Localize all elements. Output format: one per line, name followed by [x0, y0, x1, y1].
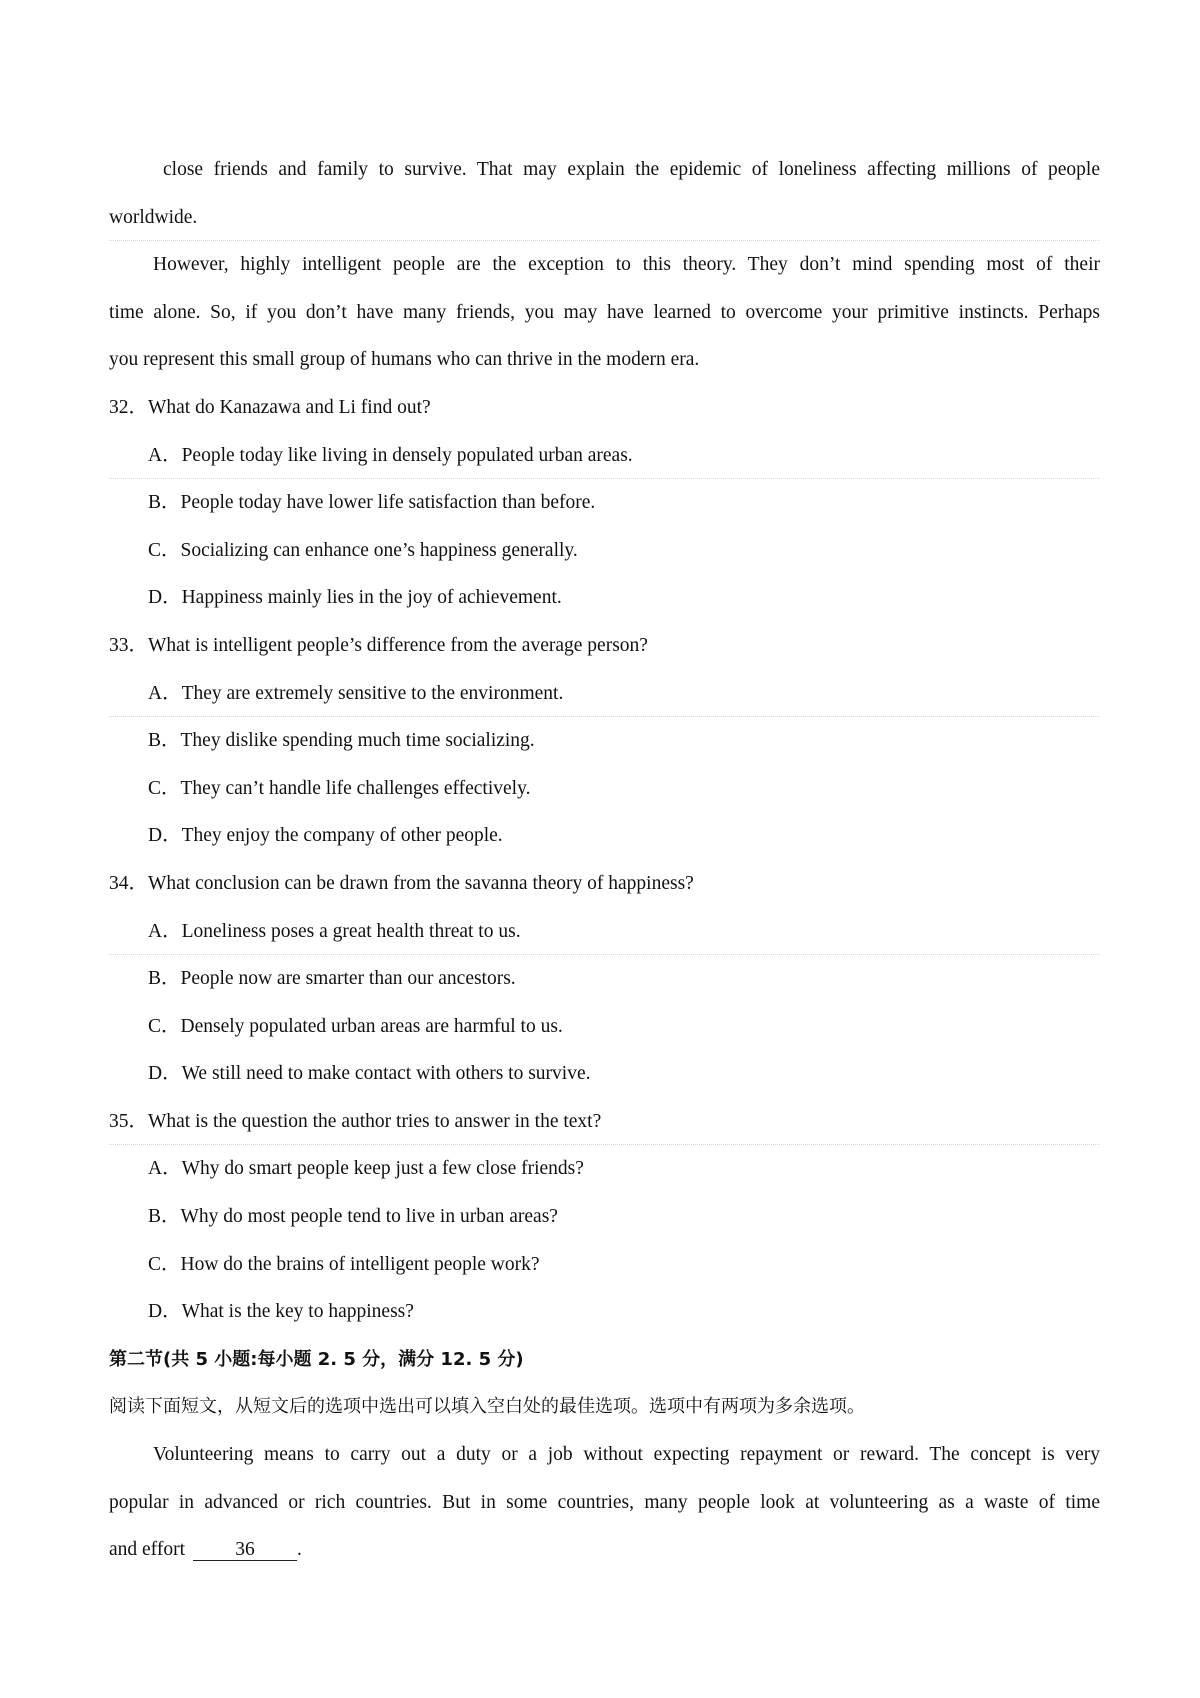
option: C．Socializing can enhance one’s happiness generally.	[148, 539, 578, 561]
paragraph-line: you represent this small group of humans who can thrive in the modern era.	[109, 349, 700, 371]
option: C．Densely populated urban areas are harmful to us.	[148, 1015, 563, 1037]
text: worldwide.	[109, 206, 198, 228]
option: C．They can’t handle life challenges effectively.	[148, 777, 531, 799]
blank-36: 36	[193, 1540, 297, 1561]
option-text: A．Loneliness poses a great health threat to us.	[148, 920, 521, 942]
paragraph-line: close friends and family to survive. That may explain the epidemic of loneliness affecting millions of people	[163, 159, 1100, 180]
document-page	[109, 146, 1100, 1574]
paragraph-line	[109, 194, 1100, 242]
option-text: A．People today like living in densely populated urban areas.	[148, 444, 633, 466]
question-stem	[109, 1098, 1100, 1146]
option	[109, 670, 1100, 718]
question-stem: 33．What is intelligent people’s difference from the average person?	[109, 634, 648, 656]
option: C．How do the brains of intelligent people work?	[148, 1253, 540, 1275]
option: D．We still need to make contact with others to survive.	[148, 1063, 591, 1085]
paragraph-line: Volunteering means to carry out a duty or a job without expecting repayment or reward. The concept is very	[153, 1444, 1100, 1466]
option: A．Why do smart people keep just a few close friends?	[148, 1158, 584, 1180]
option: B．Why do most people tend to live in urban areas?	[148, 1206, 558, 1228]
option-text: A．They are extremely sensitive to the environment.	[148, 682, 564, 704]
option: B．People now are smarter than our ancestors.	[148, 968, 516, 990]
option: D．They enjoy the company of other people.	[148, 825, 503, 847]
text: .	[296, 1539, 302, 1561]
stem-text: 35．What is the question the author tries to answer in the text?	[109, 1110, 602, 1132]
option	[109, 432, 1100, 480]
question-stem: 34．What conclusion can be drawn from the savanna theory of happiness?	[109, 872, 694, 894]
paragraph-line	[109, 1526, 1100, 1574]
paragraph-line: popular in advanced or rich countries. But in some countries, many people look at volunteering as a waste of time	[109, 1491, 1100, 1513]
option: D．What is the key to happiness?	[148, 1301, 414, 1323]
section-instruction: 阅读下面短文，从短文后的选项中选出可以填入空白处的最佳选项。选项中有两项为多余选项。	[109, 1396, 865, 1418]
option: B．They dislike spending much time socializing.	[148, 730, 535, 752]
option: B．People today have lower life satisfaction than before.	[148, 492, 596, 514]
paragraph-line: time alone. So, if you don’t have many friends, you may have learned to overcome your primitive instincts. Perhaps	[109, 301, 1100, 323]
option: D．Happiness mainly lies in the joy of achievement.	[148, 587, 562, 609]
question-stem: 32．What do Kanazawa and Li find out?	[109, 396, 431, 418]
paragraph-line: However, highly intelligent people are the exception to this theory. They don’t mind spending most of their	[153, 254, 1100, 276]
section-heading: 第二节(共 5 小题:每小题 2. 5 分，满分 12. 5 分)	[109, 1348, 524, 1370]
option	[109, 908, 1100, 956]
text: and effort	[109, 1539, 185, 1561]
